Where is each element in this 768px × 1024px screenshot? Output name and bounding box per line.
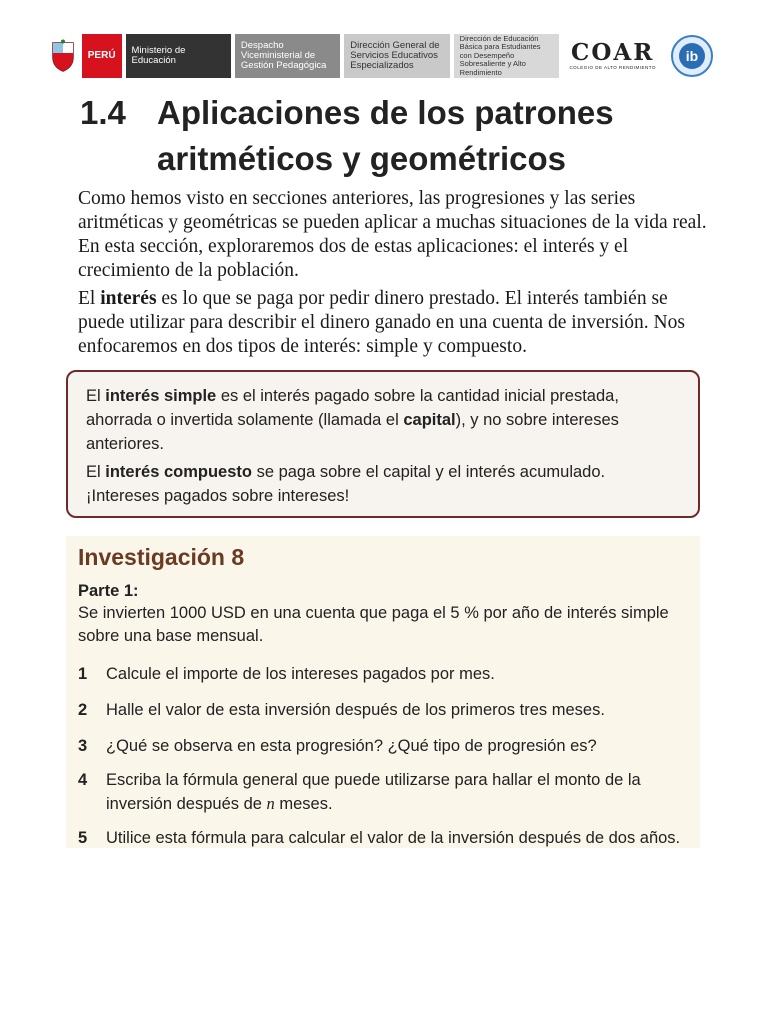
def-simple-lead: El (86, 387, 106, 405)
question-text: Halle el valor de esta inversión después de los primeros tres meses. (106, 701, 605, 719)
despacho-label: Despacho Viceministerial de Gestión Pedagógica (235, 34, 340, 78)
ib-logo-icon (666, 34, 718, 78)
coar-logo-text: COAR (571, 39, 655, 66)
question-number: 1 (78, 665, 88, 683)
section-heading: Aplicaciones de los patrones aritméticos y geométricos (157, 94, 614, 177)
question-text-part-b: meses. (274, 795, 333, 813)
question-text: Calcule el importe de los intereses pagados por mes. (106, 665, 495, 683)
investigation-title: Investigación 8 (78, 544, 245, 570)
question-text (106, 768, 698, 816)
variable-n: n (266, 794, 275, 813)
question-text-part-a: Escriba la fórmula general que puede utilizarse para hallar el monto de la inversión después de (106, 771, 641, 813)
peru-label: PERÚ (82, 34, 122, 78)
ministry-label: Ministerio de Educación (126, 34, 231, 78)
def-simple-end: ), y no sobre intereses anteriores. (86, 411, 619, 453)
term-interes-compuesto: interés compuesto (105, 463, 252, 481)
ib-logo-text: ib (685, 48, 699, 64)
definition-compound-interest (86, 460, 680, 508)
direccion-ebr-label: Dirección de Educación Básica para Estudiantes con Desempeño Sobresaliente y Alto Rendimiento (454, 34, 559, 78)
intro-paragraph-1: Como hemos visto en secciones anteriores, las progresiones y las series aritméticas y geométricas se pueden aplicar a muchas situaciones de la vida real. En esta sección, exploraremos dos de estas aplicaciones: el interés y el crecimiento de la población. (78, 188, 707, 281)
header-logo-strip (48, 34, 718, 78)
question-number: 2 (78, 701, 88, 719)
definition-simple-interest (86, 384, 680, 456)
def-comp-body: se paga sobre el capital y el interés acumulado. ¡Intereses pagados sobre intereses! (86, 463, 606, 505)
term-interes: interés (100, 288, 157, 309)
investigation-panel (66, 536, 700, 848)
def-comp-lead: El (86, 463, 106, 481)
definition-box (66, 370, 700, 518)
term-interes-simple: interés simple (105, 387, 217, 405)
def-simple-body: es el interés pagado sobre la cantidad inicial prestada, ahorrada o invertida solamente (llamada el (86, 387, 619, 429)
question-number: 5 (78, 829, 88, 847)
question-text: ¿Qué se observa en esta progresión? ¿Qué tipo de progresión es? (106, 737, 597, 755)
question-number: 3 (78, 737, 88, 755)
question-number: 4 (78, 771, 88, 789)
coar-logo-subtitle: COLEGIO DE ALTO RENDIMIENTO (569, 65, 656, 70)
investigation-intro: Se invierten 1000 USD en una cuenta que paga el 5 % por año de interés simple sobre una base mensual. (78, 604, 669, 645)
coar-logo (563, 34, 662, 78)
question-text: Utilice esta fórmula para calcular el valor de la inversión después de dos años. (106, 829, 681, 847)
p2-rest: es lo que se paga por pedir dinero prestado. El interés también se puede utilizar para describir el dinero ganado en una cuenta de inversión. Nos enfocaremos en dos tipos de interés: simple y compuesto. (78, 288, 685, 357)
investigation-part-label: Parte 1: (78, 582, 139, 600)
p2-lead: El (78, 288, 101, 309)
term-capital: capital (403, 411, 456, 429)
section-number: 1.4 (80, 94, 126, 131)
peru-coat-of-arms-icon (48, 34, 78, 78)
direccion-general-label: Dirección General de Servicios Educativos Especializados (344, 34, 449, 78)
intro-paragraph-2 (78, 287, 708, 359)
